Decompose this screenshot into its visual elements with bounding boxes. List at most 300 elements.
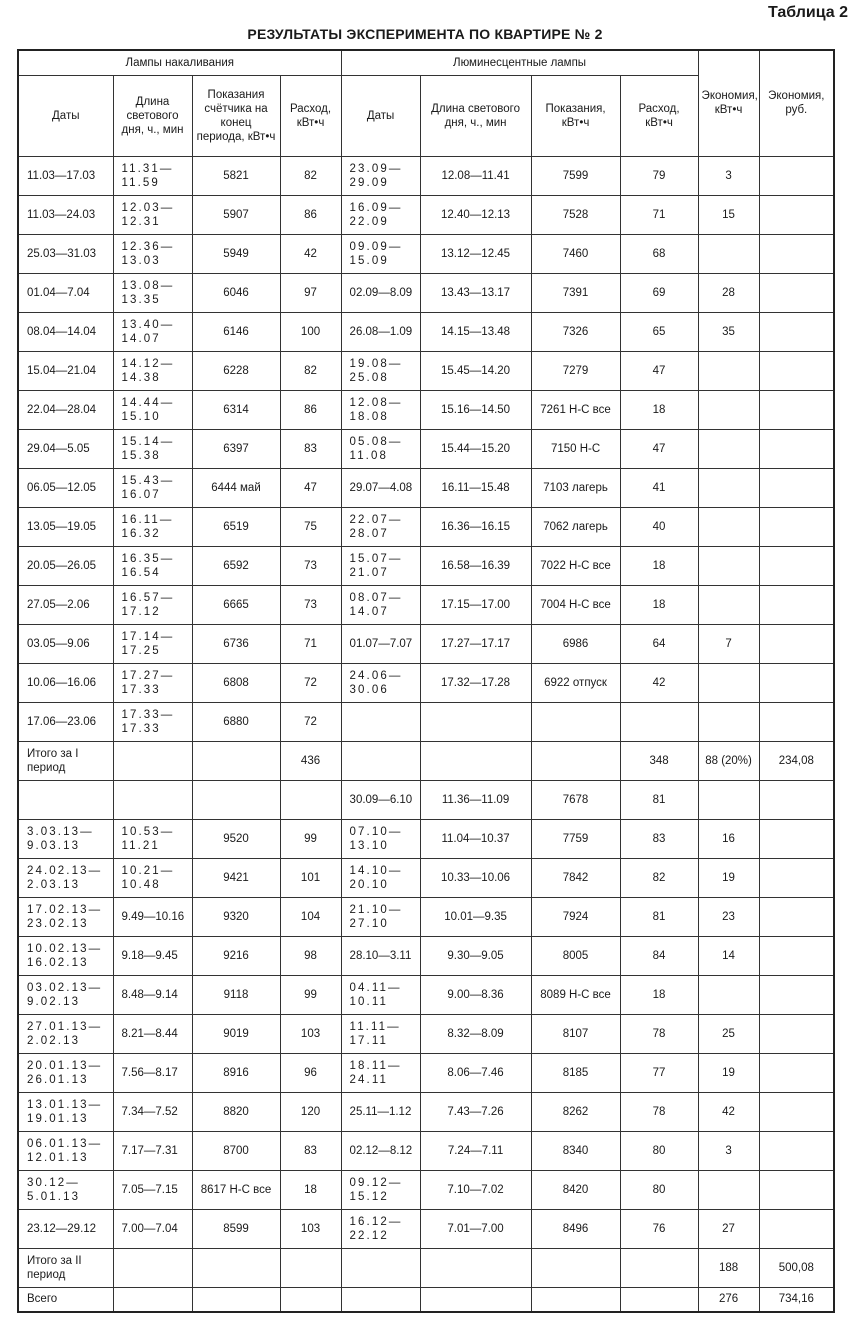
cell-consumption-incandescent: 103 <box>280 1209 341 1248</box>
cell-meter-incandescent: 9019 <box>192 1014 280 1053</box>
cell-savings-kwh: 14 <box>698 936 759 975</box>
cell-consumption-incandescent: 75 <box>280 507 341 546</box>
cell-consumption-fluorescent: 18 <box>620 585 698 624</box>
cell-savings-kwh <box>698 663 759 702</box>
cell-dates-fluorescent <box>341 702 420 741</box>
cell-daylight-incandescent: 11.31—11.59 <box>113 156 192 195</box>
cell-daylight-fluorescent: 13.43—13.17 <box>420 273 531 312</box>
cell-meter-fluorescent: 8089 Н-С все <box>531 975 620 1014</box>
cell-consumption-fluorescent: 71 <box>620 195 698 234</box>
cell-consumption-incandescent: 83 <box>280 429 341 468</box>
cell-meter-fluorescent <box>531 702 620 741</box>
cell-savings-kwh <box>698 1170 759 1209</box>
cell-meter-incandescent: 6228 <box>192 351 280 390</box>
cell-dates-incandescent: 23.12—29.12 <box>18 1209 113 1248</box>
cell-savings-kwh: 35 <box>698 312 759 351</box>
col-header-consumption-incandescent: Расход, кВт•ч <box>280 75 341 156</box>
table-row <box>18 741 834 780</box>
cell-savings-kwh: 19 <box>698 1053 759 1092</box>
col-header-savings-rub: Экономия, руб. <box>759 50 834 156</box>
cell-daylight-incandescent <box>113 741 192 780</box>
cell-dates-incandescent: 29.04—5.05 <box>18 429 113 468</box>
cell-consumption-fluorescent <box>620 1248 698 1287</box>
cell-savings-rub <box>759 1170 834 1209</box>
cell-meter-fluorescent: 7391 <box>531 273 620 312</box>
cell-daylight-fluorescent: 16.36—16.15 <box>420 507 531 546</box>
cell-consumption-incandescent: 71 <box>280 624 341 663</box>
cell-dates-incandescent: 17.02.13—23.02.13 <box>18 897 113 936</box>
cell-savings-rub <box>759 1209 834 1248</box>
cell-dates-fluorescent: 09.12—15.12 <box>341 1170 420 1209</box>
cell-daylight-incandescent: 8.21—8.44 <box>113 1014 192 1053</box>
cell-daylight-fluorescent: 15.16—14.50 <box>420 390 531 429</box>
cell-dates-fluorescent: 30.09—6.10 <box>341 780 420 819</box>
cell-daylight-incandescent: 14.44—15.10 <box>113 390 192 429</box>
cell-daylight-incandescent <box>113 1248 192 1287</box>
cell-dates-fluorescent: 11.11—17.11 <box>341 1014 420 1053</box>
cell-daylight-incandescent: 13.40—14.07 <box>113 312 192 351</box>
cell-savings-kwh <box>698 585 759 624</box>
cell-savings-rub <box>759 858 834 897</box>
col-header-consumption-fluorescent: Расход, кВт•ч <box>620 75 698 156</box>
cell-dates-fluorescent: 16.12—22.12 <box>341 1209 420 1248</box>
cell-dates-fluorescent: 02.12—8.12 <box>341 1131 420 1170</box>
cell-meter-fluorescent: 8185 <box>531 1053 620 1092</box>
table-row <box>18 1287 834 1312</box>
table-row <box>18 1092 834 1131</box>
cell-savings-kwh <box>698 390 759 429</box>
cell-daylight-incandescent: 9.18—9.45 <box>113 936 192 975</box>
cell-savings-kwh <box>698 975 759 1014</box>
cell-savings-rub <box>759 390 834 429</box>
cell-savings-rub <box>759 1014 834 1053</box>
cell-savings-rub <box>759 546 834 585</box>
cell-consumption-incandescent: 96 <box>280 1053 341 1092</box>
cell-daylight-incandescent: 15.43—16.07 <box>113 468 192 507</box>
cell-dates-incandescent: 10.06—16.06 <box>18 663 113 702</box>
cell-daylight-fluorescent: 17.15—17.00 <box>420 585 531 624</box>
cell-dates-fluorescent <box>341 1248 420 1287</box>
cell-dates-fluorescent: 19.08—25.08 <box>341 351 420 390</box>
cell-daylight-fluorescent: 16.58—16.39 <box>420 546 531 585</box>
cell-meter-fluorescent: 7460 <box>531 234 620 273</box>
cell-savings-kwh: 27 <box>698 1209 759 1248</box>
cell-daylight-incandescent: 17.27—17.33 <box>113 663 192 702</box>
table-row <box>18 156 834 195</box>
table-row <box>18 390 834 429</box>
cell-savings-kwh: 25 <box>698 1014 759 1053</box>
cell-meter-incandescent: 6397 <box>192 429 280 468</box>
cell-daylight-fluorescent <box>420 1287 531 1312</box>
cell-savings-rub <box>759 429 834 468</box>
cell-daylight-incandescent: 10.21—10.48 <box>113 858 192 897</box>
cell-consumption-incandescent: 73 <box>280 585 341 624</box>
cell-daylight-incandescent: 7.00—7.04 <box>113 1209 192 1248</box>
cell-meter-incandescent: 8599 <box>192 1209 280 1248</box>
cell-consumption-fluorescent: 68 <box>620 234 698 273</box>
cell-meter-fluorescent: 8340 <box>531 1131 620 1170</box>
cell-dates-fluorescent: 25.11—1.12 <box>341 1092 420 1131</box>
cell-daylight-incandescent: 16.57—17.12 <box>113 585 192 624</box>
cell-consumption-fluorescent: 78 <box>620 1014 698 1053</box>
cell-meter-incandescent: 6592 <box>192 546 280 585</box>
cell-daylight-incandescent: 12.03—12.31 <box>113 195 192 234</box>
cell-dates-fluorescent: 12.08—18.08 <box>341 390 420 429</box>
table-row <box>18 585 834 624</box>
cell-dates-fluorescent: 28.10—3.11 <box>341 936 420 975</box>
cell-consumption-incandescent: 73 <box>280 546 341 585</box>
cell-savings-kwh: 88 (20%) <box>698 741 759 780</box>
table-row <box>18 312 834 351</box>
cell-meter-fluorescent: 7528 <box>531 195 620 234</box>
cell-savings-rub <box>759 468 834 507</box>
cell-meter-incandescent: 6046 <box>192 273 280 312</box>
cell-dates-incandescent: 11.03—24.03 <box>18 195 113 234</box>
cell-daylight-fluorescent <box>420 741 531 780</box>
cell-consumption-fluorescent: 65 <box>620 312 698 351</box>
cell-consumption-incandescent: 436 <box>280 741 341 780</box>
cell-savings-rub <box>759 624 834 663</box>
cell-consumption-fluorescent: 41 <box>620 468 698 507</box>
cell-consumption-incandescent: 47 <box>280 468 341 507</box>
cell-consumption-fluorescent: 42 <box>620 663 698 702</box>
cell-daylight-incandescent: 16.11—16.32 <box>113 507 192 546</box>
cell-dates-incandescent: Итого за II период <box>18 1248 113 1287</box>
cell-consumption-incandescent: 101 <box>280 858 341 897</box>
cell-dates-incandescent: 22.04—28.04 <box>18 390 113 429</box>
cell-daylight-fluorescent: 7.10—7.02 <box>420 1170 531 1209</box>
cell-consumption-incandescent: 82 <box>280 156 341 195</box>
table-row <box>18 1209 834 1248</box>
cell-daylight-fluorescent: 10.01—9.35 <box>420 897 531 936</box>
cell-consumption-fluorescent <box>620 702 698 741</box>
cell-savings-rub <box>759 195 834 234</box>
cell-meter-incandescent: 8617 Н-С все <box>192 1170 280 1209</box>
cell-meter-incandescent: 6314 <box>192 390 280 429</box>
cell-daylight-incandescent: 17.33—17.33 <box>113 702 192 741</box>
cell-savings-kwh <box>698 468 759 507</box>
cell-dates-incandescent: 25.03—31.03 <box>18 234 113 273</box>
cell-dates-incandescent: 10.02.13—16.02.13 <box>18 936 113 975</box>
cell-consumption-fluorescent: 83 <box>620 819 698 858</box>
cell-dates-fluorescent: 21.10—27.10 <box>341 897 420 936</box>
cell-dates-incandescent: 24.02.13—2.03.13 <box>18 858 113 897</box>
cell-savings-rub <box>759 780 834 819</box>
cell-meter-fluorescent: 7062 лагерь <box>531 507 620 546</box>
table-row <box>18 897 834 936</box>
cell-savings-rub <box>759 936 834 975</box>
cell-consumption-incandescent: 86 <box>280 195 341 234</box>
cell-savings-kwh <box>698 429 759 468</box>
cell-meter-incandescent: 6519 <box>192 507 280 546</box>
table-row <box>18 546 834 585</box>
table-row <box>18 1170 834 1209</box>
cell-savings-rub <box>759 819 834 858</box>
cell-daylight-incandescent: 14.12—14.38 <box>113 351 192 390</box>
cell-daylight-fluorescent: 13.12—12.45 <box>420 234 531 273</box>
cell-savings-kwh: 3 <box>698 1131 759 1170</box>
cell-meter-incandescent: 6808 <box>192 663 280 702</box>
cell-dates-incandescent: 06.05—12.05 <box>18 468 113 507</box>
cell-daylight-fluorescent: 16.11—15.48 <box>420 468 531 507</box>
cell-savings-kwh <box>698 780 759 819</box>
cell-consumption-incandescent <box>280 1287 341 1312</box>
col-header-dates-incandescent: Даты <box>18 75 113 156</box>
cell-dates-incandescent: 13.01.13—19.01.13 <box>18 1092 113 1131</box>
cell-daylight-fluorescent: 9.30—9.05 <box>420 936 531 975</box>
cell-meter-incandescent <box>192 1248 280 1287</box>
cell-savings-kwh: 23 <box>698 897 759 936</box>
cell-savings-rub: 234,08 <box>759 741 834 780</box>
cell-savings-kwh: 276 <box>698 1287 759 1312</box>
cell-daylight-fluorescent: 15.45—14.20 <box>420 351 531 390</box>
cell-daylight-incandescent: 17.14—17.25 <box>113 624 192 663</box>
cell-meter-incandescent: 9320 <box>192 897 280 936</box>
cell-consumption-incandescent: 120 <box>280 1092 341 1131</box>
cell-meter-incandescent: 8820 <box>192 1092 280 1131</box>
cell-meter-fluorescent: 7924 <box>531 897 620 936</box>
cell-savings-rub <box>759 1092 834 1131</box>
cell-consumption-fluorescent: 80 <box>620 1131 698 1170</box>
cell-consumption-fluorescent <box>620 1287 698 1312</box>
cell-meter-fluorescent: 7759 <box>531 819 620 858</box>
cell-consumption-incandescent: 42 <box>280 234 341 273</box>
cell-dates-fluorescent: 04.11—10.11 <box>341 975 420 1014</box>
cell-consumption-incandescent: 82 <box>280 351 341 390</box>
cell-dates-fluorescent <box>341 741 420 780</box>
cell-meter-incandescent: 9421 <box>192 858 280 897</box>
cell-daylight-fluorescent <box>420 702 531 741</box>
cell-daylight-fluorescent: 11.36—11.09 <box>420 780 531 819</box>
cell-daylight-fluorescent: 15.44—15.20 <box>420 429 531 468</box>
cell-dates-fluorescent: 26.08—1.09 <box>341 312 420 351</box>
table-row <box>18 975 834 1014</box>
cell-meter-fluorescent: 6922 отпуск <box>531 663 620 702</box>
cell-consumption-incandescent <box>280 780 341 819</box>
cell-daylight-incandescent: 16.35—16.54 <box>113 546 192 585</box>
table-row <box>18 1248 834 1287</box>
cell-daylight-fluorescent: 17.27—17.17 <box>420 624 531 663</box>
cell-dates-incandescent: 17.06—23.06 <box>18 702 113 741</box>
table-row <box>18 936 834 975</box>
cell-consumption-incandescent: 72 <box>280 702 341 741</box>
cell-dates-incandescent: 3.03.13—9.03.13 <box>18 819 113 858</box>
cell-meter-fluorescent <box>531 741 620 780</box>
cell-dates-incandescent: 03.05—9.06 <box>18 624 113 663</box>
cell-consumption-fluorescent: 81 <box>620 780 698 819</box>
table-row <box>18 1131 834 1170</box>
cell-savings-kwh <box>698 234 759 273</box>
cell-savings-kwh: 28 <box>698 273 759 312</box>
cell-consumption-incandescent: 86 <box>280 390 341 429</box>
cell-savings-kwh <box>698 351 759 390</box>
col-header-daylight-incandescent: Длина светового дня, ч., мин <box>113 75 192 156</box>
cell-meter-incandescent: 5949 <box>192 234 280 273</box>
cell-meter-incandescent: 6146 <box>192 312 280 351</box>
cell-savings-kwh: 19 <box>698 858 759 897</box>
cell-dates-fluorescent <box>341 1287 420 1312</box>
cell-dates-fluorescent: 01.07—7.07 <box>341 624 420 663</box>
cell-consumption-fluorescent: 81 <box>620 897 698 936</box>
col-header-daylight-fluorescent: Длина светового дня, ч., мин <box>420 75 531 156</box>
cell-meter-fluorescent: 7004 Н-С все <box>531 585 620 624</box>
table-body <box>18 156 834 1312</box>
cell-savings-rub <box>759 507 834 546</box>
cell-daylight-fluorescent: 7.01—7.00 <box>420 1209 531 1248</box>
cell-dates-incandescent: 06.01.13—12.01.13 <box>18 1131 113 1170</box>
cell-daylight-fluorescent: 12.08—11.41 <box>420 156 531 195</box>
cell-consumption-fluorescent: 18 <box>620 546 698 585</box>
cell-dates-incandescent: 03.02.13—9.02.13 <box>18 975 113 1014</box>
cell-consumption-incandescent: 104 <box>280 897 341 936</box>
cell-daylight-fluorescent: 7.43—7.26 <box>420 1092 531 1131</box>
table-row <box>18 234 834 273</box>
cell-consumption-incandescent: 99 <box>280 819 341 858</box>
cell-meter-fluorescent: 7678 <box>531 780 620 819</box>
cell-meter-incandescent: 9118 <box>192 975 280 1014</box>
cell-meter-fluorescent <box>531 1287 620 1312</box>
cell-dates-incandescent: 27.05—2.06 <box>18 585 113 624</box>
table-row <box>18 663 834 702</box>
cell-consumption-fluorescent: 64 <box>620 624 698 663</box>
cell-meter-incandescent: 6880 <box>192 702 280 741</box>
cell-consumption-incandescent: 72 <box>280 663 341 702</box>
table-row <box>18 702 834 741</box>
results-table <box>17 49 835 1313</box>
table-row <box>18 507 834 546</box>
cell-daylight-incandescent: 7.05—7.15 <box>113 1170 192 1209</box>
cell-meter-incandescent <box>192 1287 280 1312</box>
cell-meter-fluorescent: 8005 <box>531 936 620 975</box>
cell-savings-rub <box>759 897 834 936</box>
cell-consumption-fluorescent: 79 <box>620 156 698 195</box>
cell-dates-fluorescent: 08.07—14.07 <box>341 585 420 624</box>
cell-daylight-incandescent: 15.14—15.38 <box>113 429 192 468</box>
cell-consumption-fluorescent: 47 <box>620 351 698 390</box>
cell-daylight-fluorescent: 14.15—13.48 <box>420 312 531 351</box>
cell-consumption-incandescent: 97 <box>280 273 341 312</box>
cell-daylight-fluorescent: 11.04—10.37 <box>420 819 531 858</box>
cell-consumption-fluorescent: 47 <box>620 429 698 468</box>
cell-savings-kwh <box>698 507 759 546</box>
cell-savings-rub <box>759 273 834 312</box>
cell-daylight-incandescent: 7.34—7.52 <box>113 1092 192 1131</box>
cell-dates-fluorescent: 14.10—20.10 <box>341 858 420 897</box>
cell-savings-kwh: 42 <box>698 1092 759 1131</box>
cell-dates-incandescent: 11.03—17.03 <box>18 156 113 195</box>
cell-dates-incandescent: 15.04—21.04 <box>18 351 113 390</box>
cell-meter-fluorescent: 7103 лагерь <box>531 468 620 507</box>
cell-meter-fluorescent: 8496 <box>531 1209 620 1248</box>
cell-daylight-incandescent: 13.08—13.35 <box>113 273 192 312</box>
cell-savings-kwh: 15 <box>698 195 759 234</box>
cell-savings-rub <box>759 663 834 702</box>
table-row <box>18 624 834 663</box>
cell-dates-fluorescent: 22.07—28.07 <box>341 507 420 546</box>
cell-savings-rub <box>759 975 834 1014</box>
cell-daylight-incandescent <box>113 1287 192 1312</box>
cell-meter-incandescent: 9520 <box>192 819 280 858</box>
col-header-meter-incandescent: Показания счётчика на конец периода, кВт•ч <box>192 75 280 156</box>
cell-consumption-incandescent: 103 <box>280 1014 341 1053</box>
cell-meter-fluorescent: 8262 <box>531 1092 620 1131</box>
table-number-label: Таблица 2 <box>767 4 848 21</box>
cell-meter-fluorescent: 8420 <box>531 1170 620 1209</box>
cell-daylight-fluorescent: 8.32—8.09 <box>420 1014 531 1053</box>
cell-meter-fluorescent: 8107 <box>531 1014 620 1053</box>
cell-consumption-fluorescent: 76 <box>620 1209 698 1248</box>
cell-dates-fluorescent: 05.08—11.08 <box>341 429 420 468</box>
cell-meter-fluorescent: 7599 <box>531 156 620 195</box>
page-title: РЕЗУЛЬТАТЫ ЭКСПЕРИМЕНТА ПО КВАРТИРЕ № 2 <box>247 26 603 42</box>
table-row <box>18 273 834 312</box>
table-row <box>18 468 834 507</box>
cell-meter-fluorescent: 7842 <box>531 858 620 897</box>
cell-meter-fluorescent: 7326 <box>531 312 620 351</box>
cell-daylight-fluorescent: 7.24—7.11 <box>420 1131 531 1170</box>
cell-consumption-incandescent: 100 <box>280 312 341 351</box>
cell-meter-fluorescent: 7261 Н-С все <box>531 390 620 429</box>
cell-daylight-incandescent: 8.48—9.14 <box>113 975 192 1014</box>
col-header-dates-fluorescent: Даты <box>341 75 420 156</box>
cell-meter-fluorescent <box>531 1248 620 1287</box>
cell-meter-incandescent: 5907 <box>192 195 280 234</box>
cell-daylight-incandescent: 7.17—7.31 <box>113 1131 192 1170</box>
cell-dates-fluorescent: 18.11—24.11 <box>341 1053 420 1092</box>
cell-meter-incandescent: 9216 <box>192 936 280 975</box>
cell-consumption-incandescent: 83 <box>280 1131 341 1170</box>
table-row <box>18 780 834 819</box>
cell-daylight-fluorescent: 9.00—8.36 <box>420 975 531 1014</box>
cell-daylight-fluorescent <box>420 1248 531 1287</box>
cell-daylight-fluorescent: 10.33—10.06 <box>420 858 531 897</box>
cell-consumption-fluorescent: 40 <box>620 507 698 546</box>
cell-meter-incandescent: 6736 <box>192 624 280 663</box>
cell-dates-incandescent: Всего <box>18 1287 113 1312</box>
table-row <box>18 429 834 468</box>
cell-consumption-fluorescent: 18 <box>620 390 698 429</box>
cell-consumption-fluorescent: 82 <box>620 858 698 897</box>
cell-savings-rub <box>759 312 834 351</box>
cell-dates-incandescent: 27.01.13—2.02.13 <box>18 1014 113 1053</box>
cell-savings-rub <box>759 234 834 273</box>
cell-meter-incandescent: 5821 <box>192 156 280 195</box>
cell-meter-fluorescent: 7150 Н-С <box>531 429 620 468</box>
cell-dates-fluorescent: 15.07—21.07 <box>341 546 420 585</box>
cell-daylight-incandescent <box>113 780 192 819</box>
cell-dates-incandescent <box>18 780 113 819</box>
cell-meter-fluorescent: 7279 <box>531 351 620 390</box>
col-header-meter-fluorescent: Показания, кВт•ч <box>531 75 620 156</box>
cell-consumption-fluorescent: 18 <box>620 975 698 1014</box>
cell-consumption-incandescent <box>280 1248 341 1287</box>
cell-meter-fluorescent: 6986 <box>531 624 620 663</box>
table-row <box>18 351 834 390</box>
cell-meter-fluorescent: 7022 Н-С все <box>531 546 620 585</box>
cell-savings-rub <box>759 585 834 624</box>
cell-meter-incandescent: 6444 май <box>192 468 280 507</box>
cell-daylight-incandescent: 7.56—8.17 <box>113 1053 192 1092</box>
cell-meter-incandescent <box>192 741 280 780</box>
cell-consumption-incandescent: 99 <box>280 975 341 1014</box>
cell-dates-fluorescent: 24.06—30.06 <box>341 663 420 702</box>
cell-dates-fluorescent: 29.07—4.08 <box>341 468 420 507</box>
cell-daylight-fluorescent: 8.06—7.46 <box>420 1053 531 1092</box>
cell-dates-incandescent: Итого за I период <box>18 741 113 780</box>
table-row <box>18 1053 834 1092</box>
cell-savings-rub <box>759 1131 834 1170</box>
cell-savings-kwh: 7 <box>698 624 759 663</box>
